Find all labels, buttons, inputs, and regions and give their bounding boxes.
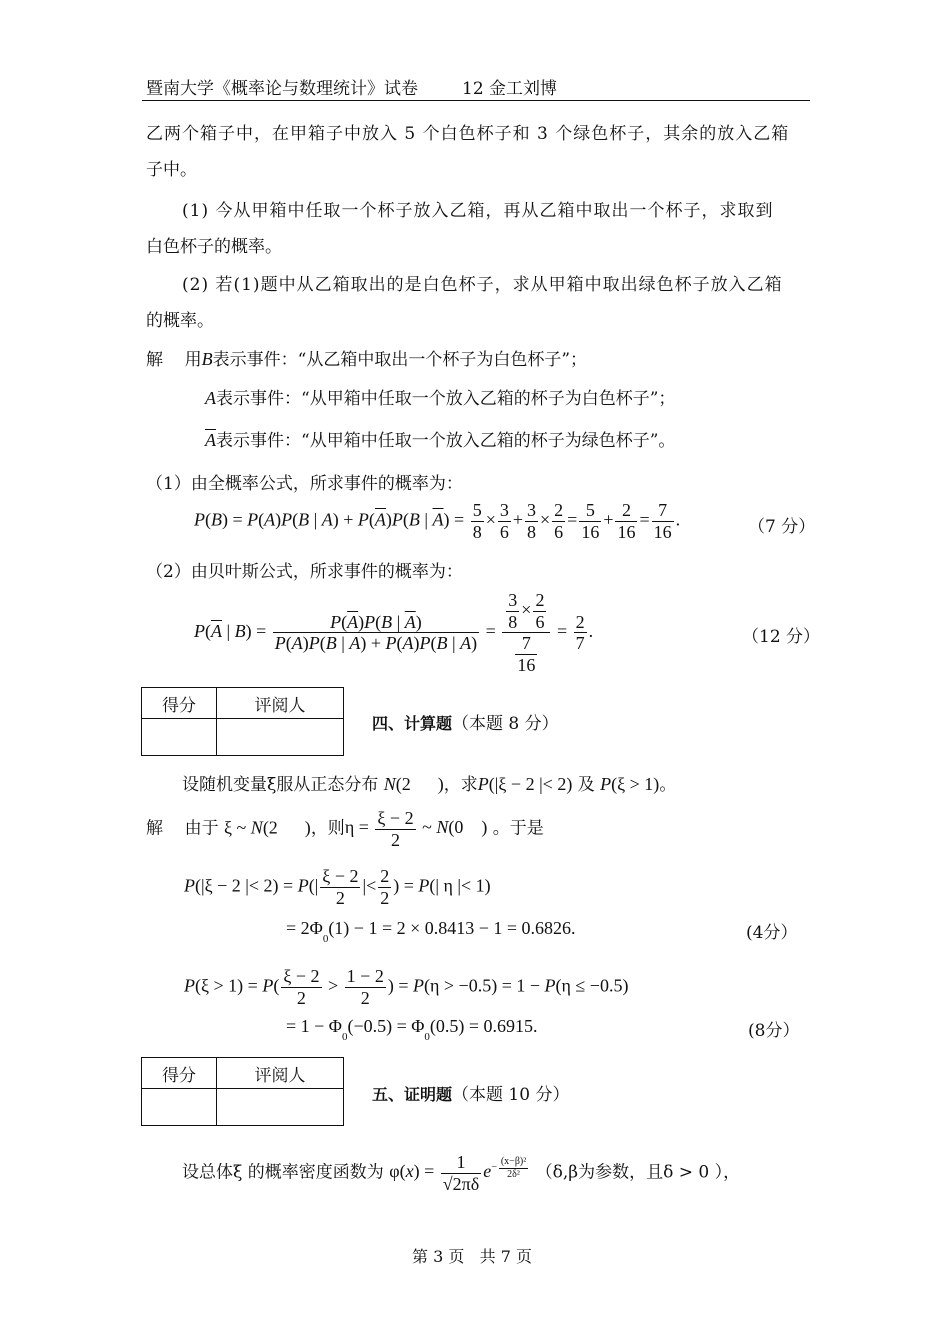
- problem-line-1: 乙两个箱子中，在甲箱子中放入 5 个白色杯子和 3 个绿色杯子，其余的放入乙箱: [146, 124, 790, 144]
- score-cell[interactable]: [142, 1089, 217, 1126]
- question-1-line-1: (1) 今从甲箱中任取一个杯子放入乙箱，再从乙箱中取出一个杯子，求取到: [182, 201, 774, 221]
- part-1-score: （7 分）: [748, 517, 816, 537]
- section-5-question: 设总体ξ 的概率密度函数为 φ(x) = $\frac{1}{√2\pi\delta}$ $e^{- \frac{\text{(x−β)²}}{\text{2δ²}}}$ （δ,β为参数，且δ > 0 ），: [182, 1152, 741, 1194]
- header-class-info: 12 金工刘博: [462, 79, 558, 99]
- section-4-solution-line: 解 由于 ξ ~ N(2 )，则η = $\frac{\xi - 2}{2}$ ~ N(0 ) 。于是: [146, 808, 544, 850]
- section-4-heading: [372, 709, 559, 734]
- event-b-text: 表示事件：“从乙箱中取出一个杯子为白色杯子”；: [212, 350, 588, 370]
- section-4-question-b: ，求: [443, 775, 478, 795]
- solution-event-b: [146, 345, 587, 370]
- solution-event-abar: [205, 426, 675, 451]
- section-4-title: 四、计算题: [372, 714, 453, 733]
- event-a-text: 表示事件：“从甲箱中任取一个放入乙箱的杯子为白色杯子”；: [216, 389, 676, 409]
- section-4-question-c: 及: [577, 775, 595, 795]
- total-probability-formula: P(B) = P(A)P(B | $A) + P(\overline{A})P(B$ | $\overline{A}$) = $\frac{5}{8}$ × $\frac{3}{6}$ + $\frac{3}{8}$ × $\frac{2}{6}$ = $\frac{5}{16}$ + $\frac{2}{16}$ = $\frac{7}{16}$ .: [194, 500, 681, 542]
- question-2-line-2: 的概率。: [146, 311, 214, 331]
- grader-cell[interactable]: [217, 719, 344, 756]
- score-header: 得分: [142, 1058, 217, 1089]
- solution-label: 解: [146, 350, 163, 370]
- part-2-intro: （2）由贝叶斯公式，所求事件的概率为：: [146, 562, 463, 582]
- part-1-intro: （1）由全概率公式，所求事件的概率为：: [146, 474, 463, 494]
- symbol-b: B: [201, 349, 213, 369]
- section-4-question-a: 设随机变量ξ服从正态分布: [182, 775, 379, 795]
- bayes-formula: $P(\overline{A}$ | B) = $\frac{P(\overline{A})P(B | \overline{A})}{P(A)P(B | A) + P(A)P(B | A)}$ = $\frac{3}{8}$ × $\frac{2}{6}$ $\frac{7}{16}$ = $\frac{2}{7}$ .: [194, 590, 594, 676]
- solution-event-a: [205, 384, 675, 409]
- section-4-score-2: (8分）: [748, 1021, 800, 1041]
- part-2-score: （12 分）: [742, 627, 821, 647]
- score-table-section-5: [141, 1057, 344, 1126]
- grader-cell[interactable]: [217, 1089, 344, 1126]
- header-rule: [142, 100, 810, 101]
- section-4-sol-b: ，则: [310, 818, 345, 839]
- symbol-a-bar: $\overline{A}$: [205, 430, 216, 450]
- score-header: 得分: [142, 688, 217, 719]
- section-5-question-b: （δ,β为参数，且δ > 0 ），: [535, 1162, 741, 1183]
- section-4-equation-4: = $1 - \Phi_0(-0.5) = \Phi_0(0.5) = 0.6915$.: [286, 1016, 538, 1043]
- section-4-solution-label: 解: [146, 818, 163, 839]
- section-4-points: （本题 8 分）: [452, 714, 559, 734]
- header-title: 暨南大学《概率论与数理统计》试卷: [146, 79, 418, 99]
- section-5-title: 五、证明题: [372, 1085, 453, 1104]
- section-4-equation-3: P(ξ > 1) = P( $\frac{\xi - 2}{2}$ > $\frac{1 - 2}{2}$ ) = P(η > −0.5) = 1 − P(η ≤ −0.5): [184, 966, 629, 1008]
- score-table-section-4: [141, 687, 344, 756]
- section-4-sol-a: 由于: [184, 818, 219, 839]
- section-4-equation-1: P(|ξ − 2 |< 2) = P(| $\frac{\xi - 2}{2}$ |< $\frac{2}{2}$ ) = P(| η |< 1): [184, 866, 491, 908]
- problem-line-2: 子中。: [146, 160, 197, 180]
- grader-header: 评阅人: [217, 688, 344, 719]
- section-4-question-d: 。: [659, 775, 677, 795]
- section-5-heading: [372, 1080, 569, 1105]
- section-4-question: 设随机变量ξ服从正态分布 N(2 )，求P(|ξ − 2 |< 2) 及 P(ξ > 1)。: [182, 774, 677, 795]
- use-word: 用: [184, 350, 202, 370]
- question-2-line-1: (2) 若(1)题中从乙箱取出的是白色杯子，求从甲箱中取出绿色杯子放入乙箱: [182, 275, 783, 295]
- section-5-points: （本题 10 分）: [452, 1085, 570, 1105]
- event-abar-text: 表示事件：“从甲箱中任取一个放入乙箱的杯子为绿色杯子”。: [216, 431, 676, 451]
- question-1-line-2: 白色杯子的概率。: [146, 237, 282, 257]
- section-4-sol-c: 。于是: [492, 818, 544, 839]
- section-4-score-1: (4分）: [746, 923, 798, 943]
- score-cell[interactable]: [142, 719, 217, 756]
- section-4-equation-2: = $2\Phi_0(1) - 1 = 2 \times 0.8413 - 1 = 0.6826$.: [286, 918, 576, 945]
- section-5-question-a: 设总体ξ 的概率密度函数为: [182, 1162, 384, 1183]
- symbol-a: A: [205, 388, 216, 408]
- grader-header: 评阅人: [217, 1058, 344, 1089]
- page-footer: 第 3 页 共 7 页: [412, 1247, 532, 1266]
